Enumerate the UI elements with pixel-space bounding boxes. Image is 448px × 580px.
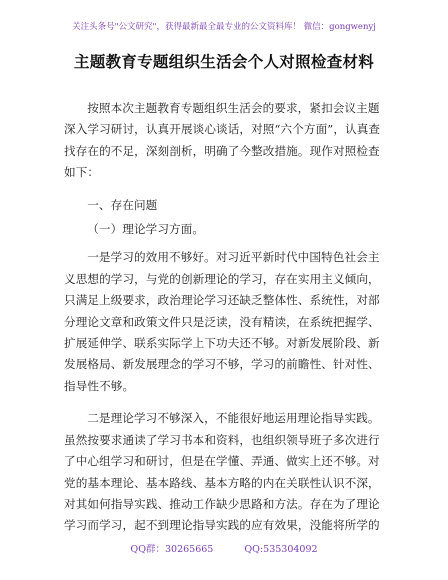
subsection-heading: （一）理论学习方面。 [87, 222, 205, 237]
body-paragraph: 一是学习的效用不够好。对习近平新时代中国特色社会主义思想的学习，与党的创新理论的学习，存在实用主义倾向，只满足上级要求，政治理论学习还缺乏整体性、系统性，对部分理论文章和政策文件只是泛读，没有精读，在系统把握学、扩展延伸学、联系实际学上下功夫还不够。对新发展阶段、新发展格局、新发展理念的学习不够，学习的前瞻性、针对性、指导性不够。 [64, 250, 380, 393]
qq-number: 535304092 [263, 544, 318, 555]
qq-group-number: 30265665 [165, 544, 214, 555]
section-heading: 一、存在问题 [87, 197, 158, 212]
document-body [64, 98, 384, 537]
footer [0, 541, 448, 555]
header-note: 关注头条号"公文研究"，获得最新最全最专业的公文资料库！ 微信：gongwenyj [72, 22, 376, 32]
body-paragraph: 二是理论学习不够深入，不能很好地运用理论指导实践。虽然按要求通读了学习书本和资料，也组织领导班子多次进行了中心组学习和研讨，但是在学懂、弄通、做实上还不够。对党的基本理论、基本路线、基本方略的内在关联性认识不深，对其如何指导实践、推动工作缺少思路和方法。存在为了理论学习而学习，起不到理论指导实践的应有效果，没能将所学的 [64, 411, 380, 533]
qq-group-info [130, 544, 213, 555]
qq-label: QQ: [244, 544, 264, 555]
intro-paragraph: 按照本次主题教育专题组织生活会的要求，紧扣会议主题深入学习研讨，认真开展谈心谈话，对照“六个方面”，认真查找存在的不足，深刻剖析，明确了今整改措施。现作对照检查如下： [64, 101, 381, 180]
qq-info [244, 544, 317, 555]
qq-group-label: QQ群： [130, 544, 165, 555]
page-title: 主题教育专题组织生活会个人对照检查材料 [73, 52, 375, 71]
